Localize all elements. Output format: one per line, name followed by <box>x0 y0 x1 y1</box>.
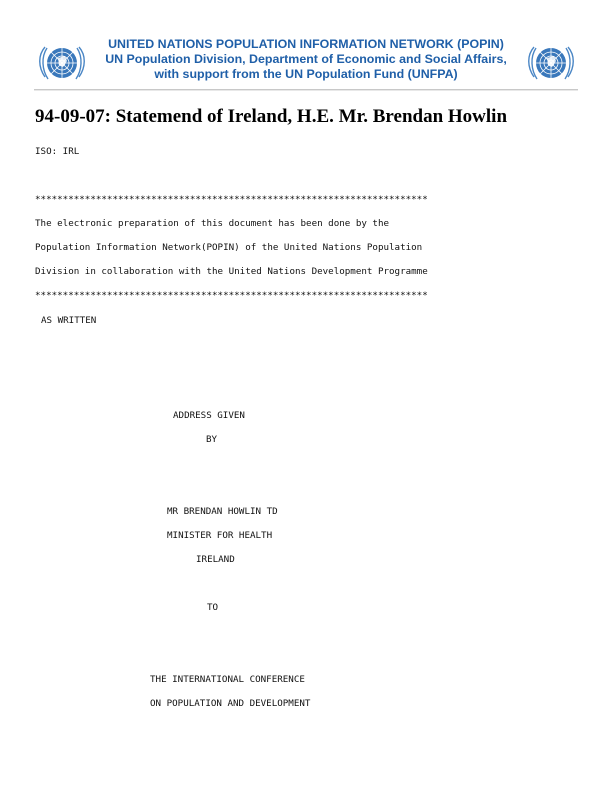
speaker-role: MINISTER FOR HEALTH <box>167 530 273 541</box>
speaker-country: IRELAND <box>196 554 235 565</box>
un-emblem-icon <box>525 37 577 89</box>
header-line-2: UN Population Division, Department of Economic and Social Affairs, <box>105 52 507 66</box>
conference-line-2: ON POPULATION AND DEVELOPMENT <box>150 698 311 709</box>
notice-line-3: Division in collaboration with the United Nations Development Programme <box>35 266 428 277</box>
document-title: 94-09-07: Statemend of Ireland, H.E. Mr. Brendan Howlin <box>35 106 508 127</box>
address-given-label: ADDRESS GIVEN <box>173 410 245 421</box>
conference-line-1: THE INTERNATIONAL CONFERENCE <box>150 674 305 685</box>
header-divider <box>34 89 578 91</box>
un-emblem-icon <box>36 37 88 89</box>
header-line-1: UNITED NATIONS POPULATION INFORMATION NETWORK (POPIN) <box>108 37 504 51</box>
iso-code: ISO: IRL <box>35 146 80 157</box>
popin-header-text <box>92 37 520 82</box>
header-line-3: with support from the UN Population Fund (UNFPA) <box>154 67 458 81</box>
notice-line-2: Population Information Network(POPIN) of the United Nations Population <box>35 242 423 253</box>
to-label: TO <box>207 602 219 613</box>
speaker-name: MR BRENDAN HOWLIN TD <box>167 506 278 517</box>
separator-stars-bottom: *********************************************************************** <box>35 290 428 301</box>
separator-stars-top: *********************************************************************** <box>35 194 428 205</box>
by-label: BY <box>206 434 218 445</box>
as-written-label: AS WRITTEN <box>41 315 97 326</box>
notice-line-1: The electronic preparation of this document has been done by the <box>35 218 390 229</box>
page-header <box>0 0 612 92</box>
